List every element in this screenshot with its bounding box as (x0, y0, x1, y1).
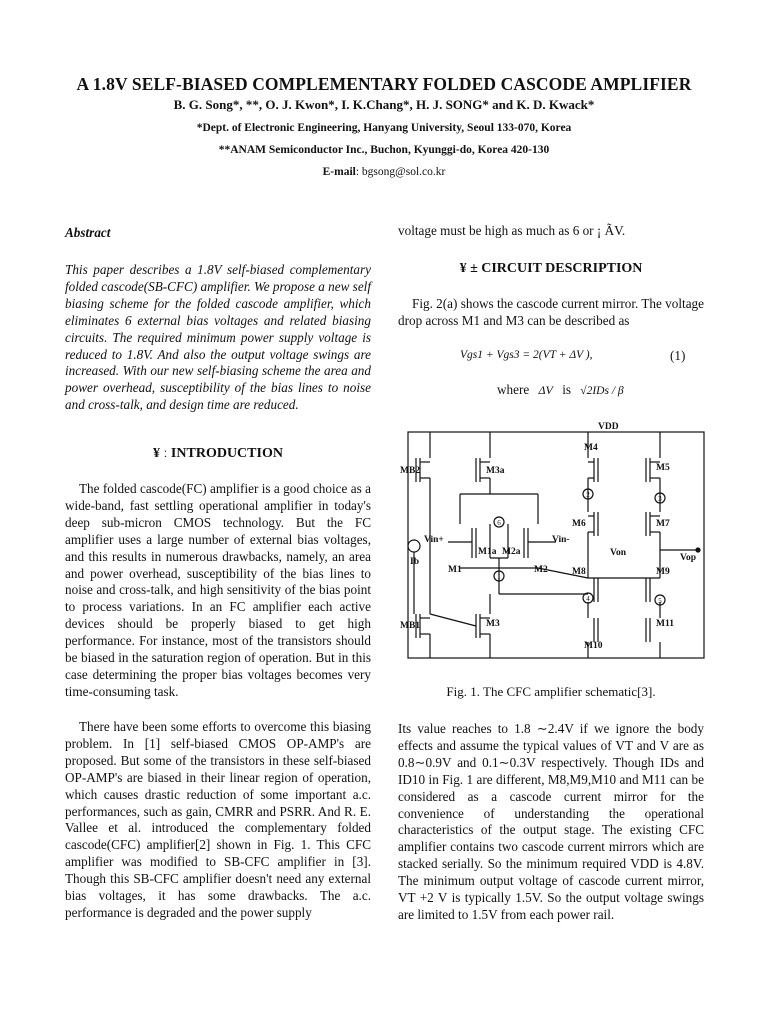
equation-1-number: (1) (670, 348, 686, 363)
mb2-label: MB2 (400, 466, 421, 476)
von-label: Von (610, 548, 627, 558)
m3-label: M3 (486, 619, 500, 629)
node-6-label: 6 (497, 519, 501, 527)
m3a-label: M3a (486, 466, 505, 476)
mb1-label: MB1 (400, 621, 421, 631)
m10-label: M10 (584, 641, 603, 651)
m2a-label: M2a (502, 547, 521, 557)
m6-label: M6 (572, 519, 586, 529)
cfc-amplifier-schematic (398, 418, 708, 664)
where-word: where (497, 382, 530, 397)
m9-label: M9 (656, 567, 670, 577)
m4-label: M4 (584, 443, 598, 453)
vin-minus-label: Vin- (552, 535, 570, 545)
m7-label: M7 (656, 519, 670, 529)
introduction-heading: ¥ ː INTRODUCTION (153, 446, 283, 461)
node-1-label: 1 (497, 573, 501, 581)
circuit-paragraph-1: Fig. 2(a) shows the cascode current mirror. The voltage drop across M1 and M3 can be described as (398, 296, 704, 328)
email-line (0, 166, 768, 178)
m8-label: M8 (572, 567, 586, 577)
equation-1: Vgs1 + Vgs3 = 2(VT + ΔV ), (460, 349, 593, 361)
paper-title: A 1.8V SELF-BIASED COMPLEMENTARY FOLDED CASCODE AMPLIFIER (76, 74, 692, 94)
circuit-description-heading: ¥ ± CIRCUIT DESCRIPTION (459, 261, 643, 276)
email-value: : bgsong@sol.co.kr (355, 166, 446, 178)
right-column-continuation: voltage must be high as much as 6 or ¡ ÃV. (398, 223, 626, 238)
introduction-paragraph-2: There have been some efforts to overcome this biasing problem. In [1] self-biased CMOS OP-AMP's are proposed. But some of the transistors in these self-biased OP-AMP's are biased in their linear region of operation, which causes drastic reduction of some important a.c. performances, such as gain, CMRR and PSRR. And R. E. Vallee et al. introduced the complementary folded cascode(CFC) amplifier[2] shown in Fig. 1. This CFC amplifier was modified to SB-CFC amplifier in [3]. Though this SB-CFC amplifier doesn't need any external bias voltages, it has some drawbacks. The a.c. performance is degraded and the power supply (65, 719, 371, 920)
ib-label: Ib (410, 557, 419, 567)
email-label: E-mail (322, 166, 356, 178)
node-2-label: 2 (586, 491, 590, 499)
m11-label: M11 (656, 619, 674, 629)
author-list: B. G. Song*, **, O. J. Kwon*, I. K.Chang*, H. J. SONG* and K. D. Kwack* (173, 97, 595, 112)
abstract-heading: Abstract (65, 225, 111, 240)
node-3-label: 3 (658, 495, 662, 503)
where-line (497, 382, 697, 400)
m1a-label: M1a (478, 547, 497, 557)
node-5-label: 5 (658, 597, 662, 605)
m2-label: M2 (534, 565, 548, 575)
where-is: is (562, 382, 571, 397)
m5-label: M5 (656, 463, 670, 473)
m1-label: M1 (448, 565, 462, 575)
where-expression: √2IDs / β (580, 385, 624, 397)
vin-plus-label: Vin+ (424, 535, 444, 545)
vdd-label: VDD (598, 422, 619, 432)
where-delta-v: ΔV (538, 383, 553, 397)
abstract-text: This paper describes a 1.8V self-biased complementary folded cascode(SB-CFC) amplifier. We propose a new self biasing scheme for the folded cascode amplifier, which eliminates 6 external bias voltages and related biasing circuits. The required minimum power supply voltage is reduced to 1.8V. And also the output voltage swings are increased. With our new self-biasing scheme the area and power overhead, susceptibility of the bias lines to noise and cross-talk, and design time are reduced. (65, 262, 371, 413)
circuit-paragraph-2: Its value reaches to 1.8 ∼2.4V if we ignore the body effects and assume the typical values of VT and V are as 0.8∼0.9V and 0.1∼0.3V respectively. Though IDs and ID10 in Fig. 1 are different, M8,M9,M10 and M11 can be considered as a cascode current mirror for the convenience of understanding the operational characteristics of the output stage. The existing CFC amplifier contains two cascode current mirrors which are stacked serially. So the minimum required VDD is 4.8V. The minimum output voltage of cascode current mirror, VT +2 V is typically 1.5V. So the output voltage swings are limited to 1.5V from each power rail. (398, 721, 704, 922)
vop-label: Vop (680, 553, 697, 563)
figure-1-caption: Fig. 1. The CFC amplifier schematic[3]. (446, 684, 656, 699)
node-4-label: 4 (586, 595, 590, 603)
affiliation-1: *Dept. of Electronic Engineering, Hanyang University, Seoul 133-070, Korea (196, 122, 572, 134)
affiliation-2: **ANAM Semiconductor Inc., Buchon, Kyunggi-do, Korea 420-130 (218, 144, 550, 156)
introduction-paragraph-1: The folded cascode(FC) amplifier is a good choice as a wide-band, fast settling operational amplifier in today's deep sub-micron CMOS technology. But the FC amplifier uses a large number of external bias voltages, and this results in numerous drawbacks, namely, an area and power overhead, susceptibility of the bias lines to noise and cross-talk, and high sensitivity of the bias point to process variations. In an FC amplifier each active devices should be properly biased to get high performance. For instance, most of the transistors should be biased in the saturation region of operation. But in this case determining the proper bias voltages becomes very time-consuming task. (65, 481, 371, 699)
